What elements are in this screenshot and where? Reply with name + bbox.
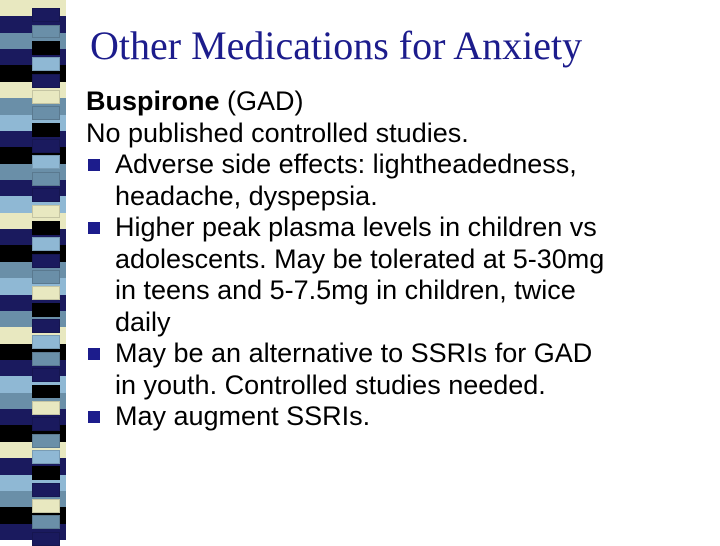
bullet-text-line: adolescents. May be tolerated at 5-30mg: [115, 243, 605, 274]
stripe-tile: [32, 417, 60, 431]
stripe-tile: [32, 254, 60, 268]
square-bullet-icon: [88, 222, 100, 234]
stripe-tile: [32, 205, 60, 219]
stripe-tile: [32, 221, 60, 235]
bullet-item: [86, 212, 706, 338]
stripe-tile: [32, 41, 60, 55]
stripe-tile: [32, 483, 60, 497]
stripe-tile: [32, 450, 60, 464]
slide-title: Other Medications for Anxiety: [90, 23, 583, 68]
bullet-item: [86, 338, 706, 401]
stripe-tile: [32, 303, 60, 317]
decorative-color-stripe: [0, 0, 66, 540]
bullet-text-line: May augment SSRIs.: [115, 401, 371, 431]
bullet-item: [86, 149, 706, 212]
bullet-text-line: in youth. Controlled studies needed.: [115, 369, 546, 400]
stripe-tile: [32, 499, 60, 513]
intro-line: No published controlled studies.: [86, 117, 469, 148]
drug-indication: (GAD): [219, 86, 304, 116]
bullet-text-line: daily: [115, 306, 171, 337]
stripe-tile: [32, 237, 60, 251]
stripe-tile: [32, 57, 60, 71]
stripe-tile: [32, 74, 60, 88]
stripe-tile: [32, 532, 60, 546]
bullet-text-line: Adverse side effects: lightheadedness,: [115, 149, 577, 179]
square-bullet-icon: [88, 348, 100, 360]
stripe-tile: [32, 106, 60, 120]
stripe-tile: [32, 319, 60, 333]
stripe-tile: [32, 335, 60, 349]
bullet-text-line: in teens and 5-7.5mg in children, twice: [115, 275, 576, 305]
stripe-tile: [32, 90, 60, 104]
stripe-tile: [32, 8, 60, 22]
bullet-text-line: May be an alternative to SSRIs for GAD: [115, 338, 593, 368]
stripe-tile: [32, 139, 60, 153]
slide-body: [86, 86, 706, 433]
stripe-tile: [32, 385, 60, 399]
stripe-tile: [32, 25, 60, 39]
drug-heading: [86, 86, 706, 118]
stripe-tile: [32, 155, 60, 169]
stripe-tile: [32, 466, 60, 480]
stripe-tile: [32, 434, 60, 448]
stripe-tile: [32, 286, 60, 300]
bullet-text-line: headache, dyspepsia.: [115, 180, 378, 211]
square-bullet-icon: [88, 159, 100, 171]
stripe-tile: [32, 515, 60, 529]
stripe-tile: [32, 188, 60, 202]
stripe-tile: [32, 123, 60, 137]
drug-name: Buspirone: [86, 86, 220, 116]
stripe-tile: [32, 368, 60, 382]
square-bullet-icon: [88, 411, 100, 423]
stripe-tile: [32, 172, 60, 186]
bullet-text-line: Higher peak plasma levels in children vs: [115, 212, 597, 242]
stripe-tile: [32, 401, 60, 415]
stripe-tile: [32, 270, 60, 284]
stripe-tile: [32, 352, 60, 366]
bullet-item: [86, 401, 706, 433]
